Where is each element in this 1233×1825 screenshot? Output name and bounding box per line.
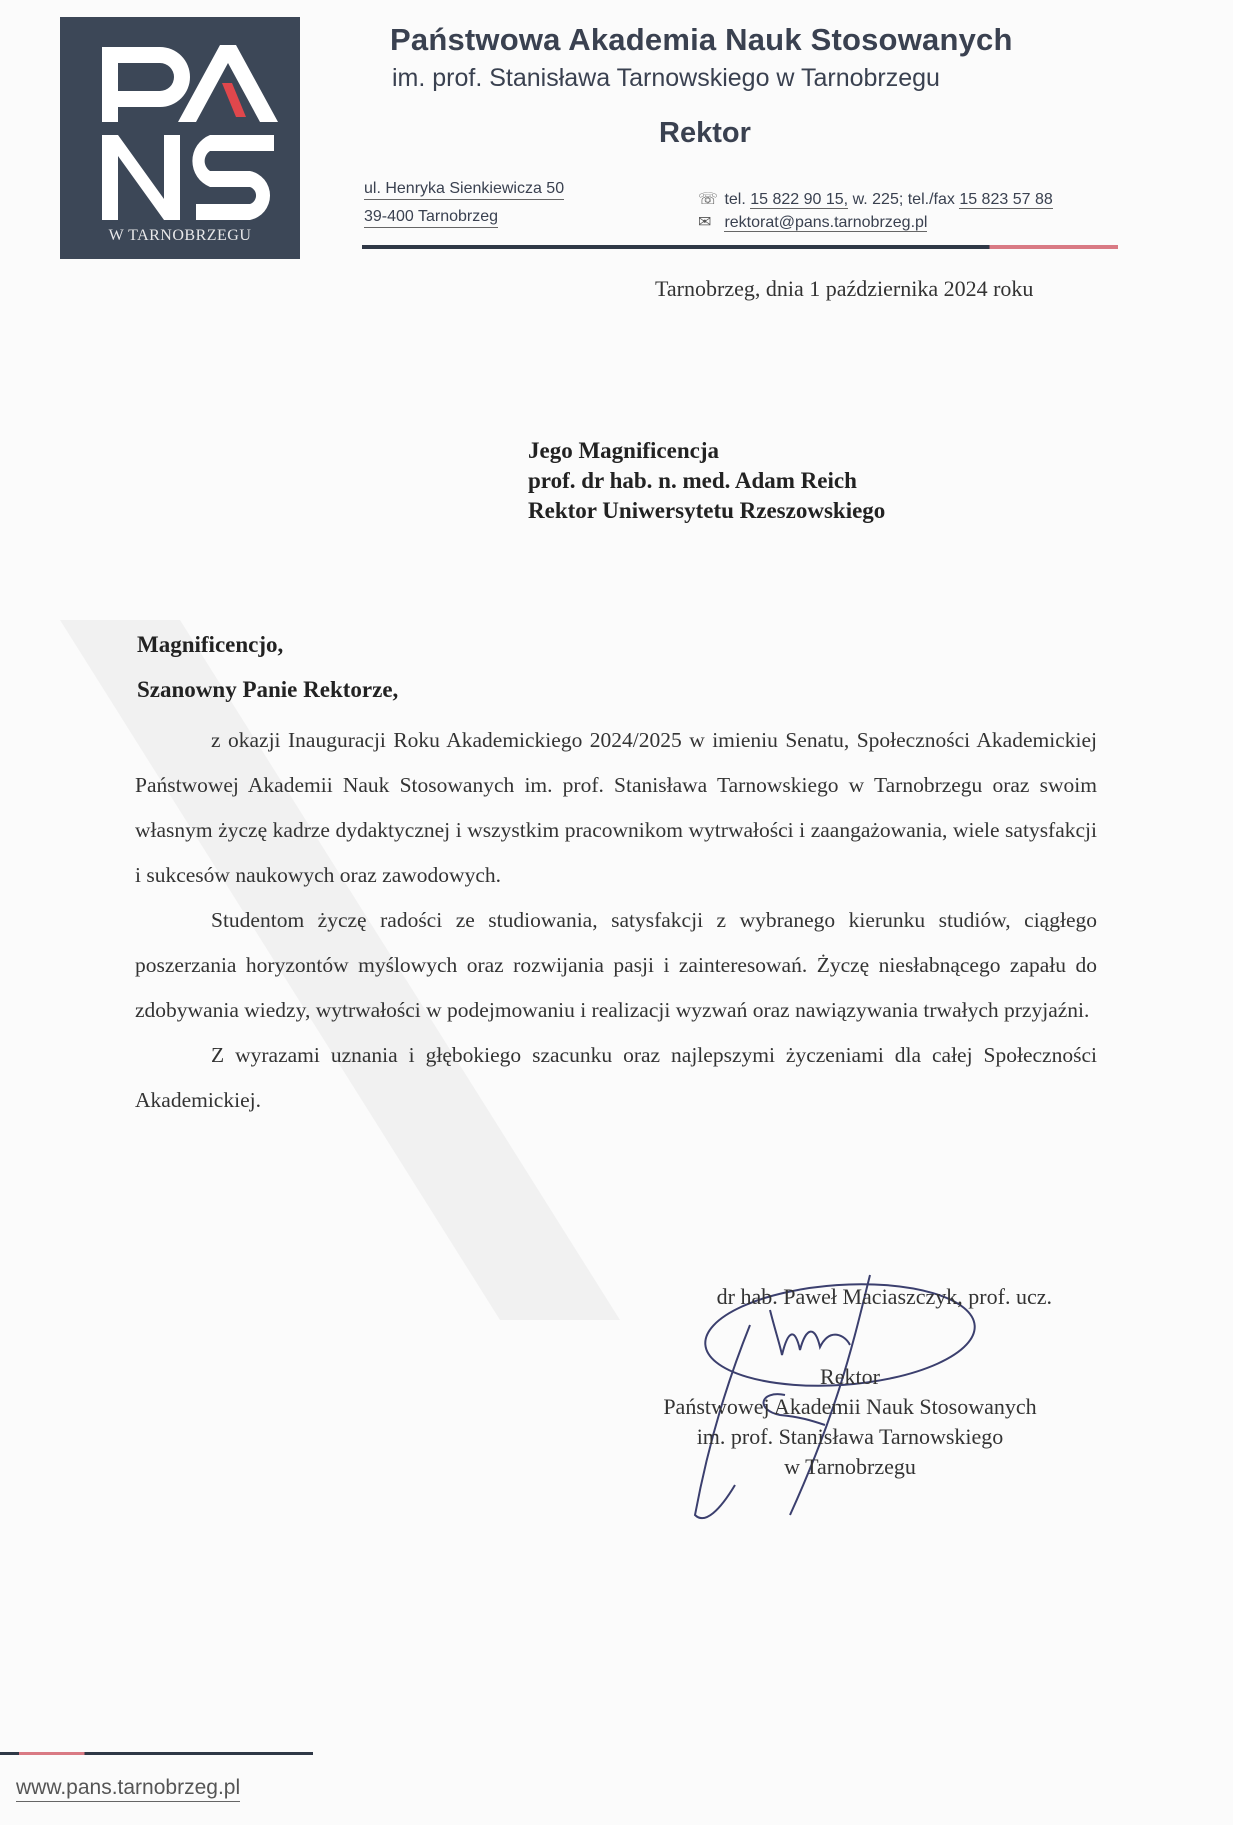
office-title: Rektor: [659, 117, 751, 149]
signatory-name: dr hab. Paweł Maciaszczyk, prof. ucz.: [716, 1284, 1052, 1309]
fax-link[interactable]: 15 823 57 88: [959, 191, 1053, 208]
letter-body: [135, 718, 1097, 1123]
footer-website-link[interactable]: www.pans.tarnobrzeg.pl: [16, 1776, 240, 1802]
envelope-icon: ✉: [698, 214, 712, 231]
tel-link[interactable]: 15 822 90 15,: [750, 191, 849, 208]
address-street: ul. Henryka Sienkiewicza 50: [364, 180, 564, 200]
tel-prefix: tel.: [724, 191, 746, 208]
email-link[interactable]: rektorat@pans.tarnobrzeg.pl: [724, 214, 928, 231]
body-paragraph-1: z okazji Inauguracji Roku Akademickiego 2024/2025 w imieniu Senatu, Społeczności Akademickiej Państwowej Akademii Nauk Stosowanych im. prof. Stanisława Tarnowskiego w Tarnobrzegu oraz swoim własnym życzę kadrze dydaktycznej i wszystkim pracownikom wytrwałości i zaangażowania, wiele satysfakcji i sukcesów naukowych oraz zawodowych.: [135, 728, 1097, 887]
ext-label: w. 225; tel./fax: [852, 191, 955, 208]
salutation-line-2: Szanowny Panie Rektorze,: [137, 677, 399, 702]
signatory-org-1: Państwowej Akademii Nauk Stosowanych: [663, 1394, 1037, 1419]
header-divider: [362, 245, 1118, 249]
signatory-org-2: im. prof. Stanisława Tarnowskiego: [696, 1424, 1004, 1449]
institution-name: Państwowa Akademia Nauk Stosowanych: [390, 22, 1013, 57]
footer-divider: [0, 1752, 313, 1755]
addressee-line-1: Jego Magnificencja: [528, 438, 719, 463]
addressee-line-3: Rektor Uniwersytetu Rzeszowskiego: [528, 498, 886, 523]
phone-icon: ☏: [698, 191, 719, 208]
signatory-org-3: w Tarnobrzegu: [784, 1454, 916, 1479]
addressee-block: [528, 436, 885, 526]
salutation-line-1: Magnificencjo,: [137, 632, 284, 657]
body-paragraph-2: Studentom życzę radości ze studiowania, satysfakcji z wybranego kierunku studiów, ciągłego poszerzania horyzontów myślowych oraz rozwijania pasji i zainteresowań. Życzę niesłabnącego zapału do zdobywania wiedzy, wytrwałości w podejmowaniu i realizacji wyzwań oraz nawiązywania trwałych przyjaźni.: [135, 908, 1097, 1022]
address-city: 39-400 Tarnobrzeg: [364, 208, 498, 228]
pans-logo: [60, 17, 300, 259]
contact-email: [698, 212, 927, 232]
date-line: Tarnobrzeg, dnia 1 października 2024 roku: [655, 276, 1034, 301]
institution-patron: im. prof. Stanisława Tarnowskiego w Tarnobrzegu: [392, 64, 940, 92]
body-paragraph-3: Z wyrazami uznania i głębokiego szacunku oraz najlepszymi życzeniami dla całej Społeczności Akademickiej.: [135, 1043, 1097, 1112]
contact-phone: [698, 189, 1053, 209]
addressee-line-2: prof. dr hab. n. med. Adam Reich: [528, 468, 857, 493]
signature-block: [620, 1282, 1080, 1482]
signatory-title: Rektor: [820, 1364, 880, 1389]
logo-caption: W TARNOBRZEGU: [108, 227, 252, 244]
pans-monogram-icon: [60, 17, 300, 259]
